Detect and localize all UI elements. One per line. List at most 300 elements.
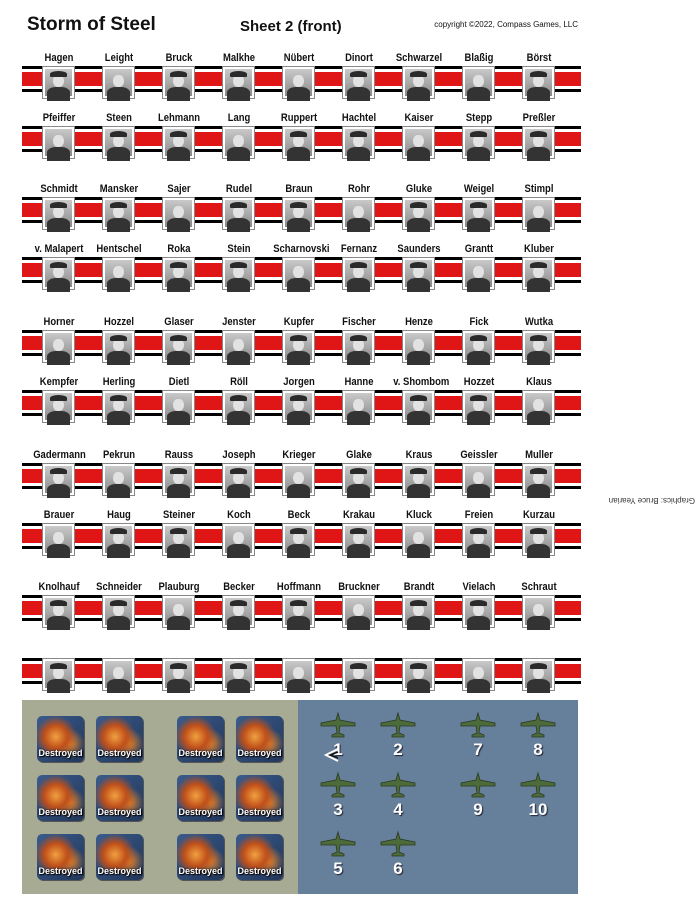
cap-shape (110, 335, 127, 341)
pilot-counter[interactable] (342, 658, 375, 691)
chevron-left-icon (324, 748, 340, 762)
pilot-portrait (345, 260, 372, 287)
destroyed-label: Destroyed (38, 807, 83, 817)
aircraft-icon (318, 831, 358, 857)
cap-shape (350, 131, 367, 137)
pilot-portrait (45, 129, 72, 156)
pilot-portrait (225, 200, 252, 227)
cap-shape (290, 528, 307, 534)
counter-row (22, 52, 581, 102)
pilot-portrait (45, 69, 72, 96)
pilot-counter[interactable] (402, 257, 435, 290)
cap-shape (410, 202, 427, 208)
pilot-photos (22, 257, 581, 293)
pilot-counter[interactable] (102, 658, 135, 691)
pilot-portrait (525, 200, 552, 227)
cap-shape (410, 395, 427, 401)
pilot-portrait (345, 661, 372, 688)
pilot-counter[interactable] (402, 463, 435, 496)
pilot-name: Hanne (344, 376, 374, 388)
pilot-portrait (105, 69, 132, 96)
cap-shape (530, 663, 547, 669)
pilot-names (22, 509, 581, 523)
pilot-name: Pfeiffer (42, 112, 76, 124)
pilot-name: Blaßig (464, 52, 494, 64)
aircraft-icon (458, 712, 498, 738)
pilot-counter[interactable] (102, 595, 135, 628)
pilot-portrait (465, 69, 492, 96)
pilot-name: Preßler (522, 112, 556, 124)
destroyed-token[interactable] (177, 834, 224, 880)
cap-shape (530, 71, 547, 77)
pilot-name: Lang (227, 112, 251, 124)
pilot-portrait (405, 129, 432, 156)
cap-shape (230, 71, 247, 77)
pilot-portrait (405, 598, 432, 625)
pilot-counter[interactable] (462, 390, 495, 423)
pilot-portrait (525, 598, 552, 625)
pilot-counter[interactable] (162, 523, 195, 556)
pilot-portrait (45, 393, 72, 420)
pilot-portrait (465, 333, 492, 360)
pilot-name: Henze (405, 316, 433, 328)
cap-shape (230, 202, 247, 208)
pilot-name: Vielach (462, 581, 496, 593)
pilot-counter[interactable] (342, 66, 375, 99)
pilot-name: Fick (469, 316, 489, 328)
pilot-counter[interactable] (402, 658, 435, 691)
pilot-portrait (45, 260, 72, 287)
pilot-name: Wutka (524, 316, 554, 328)
pilot-portrait (465, 393, 492, 420)
pilot-names (22, 52, 581, 66)
pilot-counter[interactable] (162, 658, 195, 691)
pilot-counter[interactable] (282, 330, 315, 363)
pilot-counter[interactable] (462, 197, 495, 230)
graphics-credit-container (575, 491, 695, 505)
pilot-name: Dietl (168, 376, 190, 388)
destroyed-label: Destroyed (237, 748, 282, 758)
pilot-counter[interactable] (402, 595, 435, 628)
aircraft-number: 2 (393, 740, 403, 759)
pilot-portrait (225, 466, 252, 493)
pilot-name: Malkhe (222, 52, 256, 64)
aircraft-token[interactable] (378, 831, 418, 887)
pilot-counter[interactable] (222, 595, 255, 628)
destroyed-label: Destroyed (178, 748, 223, 758)
pilot-name: Roka (167, 243, 191, 255)
pilot-name: Horner (43, 316, 75, 328)
pilot-name: Ruppert (280, 112, 318, 124)
pilot-photos (22, 463, 581, 499)
counter-row (22, 581, 581, 631)
pilot-counter[interactable] (282, 595, 315, 628)
pilot-counter[interactable] (222, 390, 255, 423)
pilot-counter[interactable] (42, 330, 75, 363)
pilot-counter[interactable] (42, 658, 75, 691)
pilot-counter[interactable] (282, 126, 315, 159)
pilot-portrait (105, 393, 132, 420)
pilot-counter[interactable] (162, 595, 195, 628)
pilot-counter[interactable] (102, 197, 135, 230)
pilot-portrait (45, 526, 72, 553)
pilot-counter[interactable] (522, 595, 555, 628)
aircraft-token[interactable] (518, 712, 558, 768)
pilot-name: Joseph (222, 449, 256, 461)
pilot-portrait (345, 200, 372, 227)
pilot-counter[interactable] (162, 463, 195, 496)
pilot-counter[interactable] (522, 390, 555, 423)
pilot-portrait (405, 661, 432, 688)
pilot-names (22, 376, 581, 390)
cap-shape (110, 395, 127, 401)
pilot-portrait (225, 661, 252, 688)
pilot-portrait (225, 393, 252, 420)
pilot-portrait (225, 333, 252, 360)
pilot-name: Schneider (96, 581, 142, 593)
cap-shape (50, 262, 67, 268)
counter-row (22, 449, 581, 499)
pilot-counter[interactable] (342, 257, 375, 290)
destroyed-token[interactable] (96, 775, 143, 821)
sheet-subtitle: Sheet 2 (front) (240, 18, 342, 35)
pilot-name: Schwarzel (395, 52, 443, 64)
pilot-portrait (465, 526, 492, 553)
pilot-counter[interactable] (222, 463, 255, 496)
pilot-counter[interactable] (102, 390, 135, 423)
pilot-counter[interactable] (402, 126, 435, 159)
cap-shape (530, 335, 547, 341)
pilot-portrait (225, 69, 252, 96)
destroyed-token[interactable] (236, 716, 283, 762)
pilot-counter[interactable] (162, 330, 195, 363)
destroyed-label: Destroyed (97, 866, 142, 876)
pilot-counter[interactable] (522, 523, 555, 556)
pilot-counter[interactable] (282, 390, 315, 423)
aircraft-number: 8 (533, 740, 543, 759)
pilot-counter[interactable] (102, 257, 135, 290)
pilot-name: Jorgen (283, 376, 315, 388)
aircraft-token[interactable] (378, 772, 418, 828)
destroyed-label: Destroyed (178, 807, 223, 817)
pilot-name: Becker (223, 581, 255, 593)
pilot-names (22, 243, 581, 257)
pilot-name: Glaser (164, 316, 194, 328)
pilot-name: Schmidt (40, 183, 78, 195)
pilot-counter[interactable] (282, 523, 315, 556)
destroyed-label: Destroyed (38, 866, 83, 876)
pilot-portrait (105, 598, 132, 625)
pilot-name: Knolhauf (38, 581, 80, 593)
pilot-portrait (165, 200, 192, 227)
pilot-name: v. Malapert (34, 243, 84, 255)
cap-shape (170, 262, 187, 268)
pilot-name: Grantt (464, 243, 494, 255)
pilot-counter[interactable] (402, 66, 435, 99)
pilot-counter[interactable] (282, 257, 315, 290)
pilot-portrait (165, 333, 192, 360)
destroyed-token[interactable] (177, 716, 224, 762)
pilot-portrait (285, 526, 312, 553)
destroyed-token[interactable] (236, 834, 283, 880)
page-title: Storm of Steel (27, 14, 156, 35)
cap-shape (290, 335, 307, 341)
destroyed-token[interactable] (177, 775, 224, 821)
pilot-counter[interactable] (222, 126, 255, 159)
pilot-counter[interactable] (462, 658, 495, 691)
counter-row (22, 644, 581, 694)
pilot-portrait (105, 526, 132, 553)
pilot-portrait (345, 466, 372, 493)
pilot-portrait (105, 200, 132, 227)
pilot-portrait (345, 129, 372, 156)
pilot-counter[interactable] (402, 523, 435, 556)
cap-shape (110, 600, 127, 606)
pilot-name: Haug (107, 509, 131, 521)
pilot-portrait (285, 466, 312, 493)
cap-shape (170, 131, 187, 137)
pilot-name: Freien (464, 509, 494, 521)
pilot-name: Braun (285, 183, 313, 195)
pilot-counter[interactable] (102, 463, 135, 496)
pilot-name: Hachtel (341, 112, 377, 124)
pilot-counter[interactable] (462, 463, 495, 496)
pilot-name: Stepp (465, 112, 493, 124)
cap-shape (530, 528, 547, 534)
pilot-counter[interactable] (42, 523, 75, 556)
pilot-counter[interactable] (402, 390, 435, 423)
pilot-photos (22, 658, 581, 694)
destroyed-token[interactable] (236, 775, 283, 821)
pilot-counter[interactable] (162, 197, 195, 230)
cap-shape (410, 600, 427, 606)
pilot-counter[interactable] (402, 330, 435, 363)
pilot-name: Glake (346, 449, 372, 461)
pilot-counter[interactable] (222, 330, 255, 363)
cap-shape (230, 468, 247, 474)
pilot-portrait (465, 260, 492, 287)
pilot-counter[interactable] (282, 658, 315, 691)
pilot-name: Hozzet (463, 376, 495, 388)
cap-shape (50, 395, 67, 401)
pilot-counter[interactable] (102, 523, 135, 556)
pilot-counter[interactable] (162, 257, 195, 290)
pilot-portrait (225, 598, 252, 625)
destroyed-token[interactable] (37, 775, 84, 821)
aircraft-token[interactable] (458, 712, 498, 768)
pilot-counter[interactable] (222, 257, 255, 290)
cap-shape (470, 395, 487, 401)
pilot-name: Sajer (167, 183, 191, 195)
pilot-portrait (165, 393, 192, 420)
aircraft-token[interactable] (518, 772, 558, 828)
pilot-name: Krieger (282, 449, 316, 461)
pilot-name: Plauburg (158, 581, 200, 593)
pilot-portrait (285, 200, 312, 227)
aircraft-icon (378, 772, 418, 798)
pilot-counter[interactable] (342, 523, 375, 556)
cap-shape (410, 71, 427, 77)
pilot-counter[interactable] (462, 330, 495, 363)
pilot-counter[interactable] (462, 126, 495, 159)
pilot-portrait (465, 598, 492, 625)
pilot-names (22, 644, 581, 658)
destroyed-label: Destroyed (97, 807, 142, 817)
pilot-counter[interactable] (162, 390, 195, 423)
pilot-name: Rohr (347, 183, 371, 195)
cap-shape (230, 395, 247, 401)
destroyed-token[interactable] (96, 834, 143, 880)
pilot-name: Röll (230, 376, 248, 388)
pilot-counter[interactable] (522, 126, 555, 159)
pilot-portrait (525, 661, 552, 688)
pilot-portrait (525, 466, 552, 493)
destroyed-token[interactable] (96, 716, 143, 762)
cap-shape (230, 262, 247, 268)
destroyed-token[interactable] (37, 834, 84, 880)
pilot-counter[interactable] (42, 197, 75, 230)
pilot-counter[interactable] (462, 66, 495, 99)
pilot-counter[interactable] (522, 658, 555, 691)
pilot-name: Weigel (463, 183, 495, 195)
aircraft-number: 10 (528, 800, 548, 819)
aircraft-icon (458, 772, 498, 798)
pilot-portrait (285, 598, 312, 625)
cap-shape (230, 663, 247, 669)
pilot-portrait (225, 526, 252, 553)
pilot-portrait (285, 69, 312, 96)
pilot-counter[interactable] (522, 330, 555, 363)
pilot-name: Gluke (405, 183, 433, 195)
pilot-portrait (345, 598, 372, 625)
destroyed-label: Destroyed (38, 748, 83, 758)
pilot-counter[interactable] (342, 126, 375, 159)
pilot-counter[interactable] (522, 197, 555, 230)
aircraft-token[interactable] (378, 712, 418, 768)
pilot-portrait (465, 661, 492, 688)
pilot-portrait (225, 260, 252, 287)
pilot-counter[interactable] (162, 126, 195, 159)
pilot-counter[interactable] (42, 126, 75, 159)
pilot-name: Brauer (43, 509, 75, 521)
pilot-counter[interactable] (102, 330, 135, 363)
pilot-portrait (165, 526, 192, 553)
pilot-counter[interactable] (522, 257, 555, 290)
cap-shape (470, 335, 487, 341)
pilot-name: Geissler (460, 449, 498, 461)
pilot-portrait (405, 333, 432, 360)
cap-shape (290, 131, 307, 137)
pilot-counter[interactable] (282, 66, 315, 99)
pilot-name: Hozzel (104, 316, 134, 328)
counter-row (22, 112, 581, 162)
pilot-portrait (45, 333, 72, 360)
destroyed-label: Destroyed (237, 807, 282, 817)
pilot-counter[interactable] (522, 463, 555, 496)
pilot-counter[interactable] (222, 658, 255, 691)
pilot-counter[interactable] (342, 197, 375, 230)
pilot-portrait (45, 598, 72, 625)
aircraft-token[interactable] (318, 831, 358, 887)
aircraft-icon (518, 712, 558, 738)
pilot-portrait (105, 661, 132, 688)
pilot-name: Schraut (521, 581, 557, 593)
destroyed-token[interactable] (37, 716, 84, 762)
pilot-counter[interactable] (222, 523, 255, 556)
pilot-portrait (345, 393, 372, 420)
pilot-portrait (345, 333, 372, 360)
pilot-counter[interactable] (42, 66, 75, 99)
pilot-counter[interactable] (342, 463, 375, 496)
pilot-counter[interactable] (462, 523, 495, 556)
counter-row (22, 376, 581, 426)
pilot-counter[interactable] (42, 595, 75, 628)
pilot-name: Hoffmann (276, 581, 322, 593)
pilot-counter[interactable] (162, 66, 195, 99)
pilot-portrait (105, 466, 132, 493)
pilot-counter[interactable] (102, 126, 135, 159)
pilot-portrait (465, 466, 492, 493)
pilot-name: Beck (287, 509, 311, 521)
pilot-name: Gadermann (33, 449, 86, 461)
aircraft-number: 5 (333, 859, 343, 878)
pilot-counter[interactable] (462, 257, 495, 290)
aircraft-token[interactable] (318, 772, 358, 828)
pilot-portrait (225, 129, 252, 156)
pilot-name: v. Shombom (393, 376, 450, 388)
pilot-name: Dinort (345, 52, 373, 64)
cap-shape (470, 131, 487, 137)
pilot-counter[interactable] (42, 390, 75, 423)
pilot-name: Fernanz (340, 243, 378, 255)
cap-shape (50, 663, 67, 669)
pilot-name: Hentschel (96, 243, 142, 255)
pilot-name: Rauss (164, 449, 194, 461)
pilot-name: Scharnovski (273, 243, 330, 255)
pilot-name: Kluber (524, 243, 554, 255)
pilot-photos (22, 595, 581, 631)
pilot-counter[interactable] (282, 463, 315, 496)
cap-shape (410, 663, 427, 669)
pilot-counter[interactable] (342, 390, 375, 423)
pilot-counter[interactable] (222, 66, 255, 99)
pilot-counter[interactable] (282, 197, 315, 230)
pilot-counter[interactable] (402, 197, 435, 230)
pilot-counter[interactable] (342, 595, 375, 628)
aircraft-token[interactable] (458, 772, 498, 828)
cap-shape (470, 600, 487, 606)
pilot-name: Lehmann (157, 112, 201, 124)
pilot-portrait (345, 526, 372, 553)
pilot-name: Stein (227, 243, 251, 255)
pilot-counter[interactable] (522, 66, 555, 99)
pilot-counter[interactable] (462, 595, 495, 628)
aircraft-icon (518, 772, 558, 798)
aircraft-number: 9 (473, 800, 483, 819)
pilot-name: Steiner (162, 509, 196, 521)
aircraft-number: 6 (393, 859, 403, 878)
pilot-portrait (165, 466, 192, 493)
pilot-counter[interactable] (42, 257, 75, 290)
pilot-counter[interactable] (342, 330, 375, 363)
pilot-counter[interactable] (222, 197, 255, 230)
cap-shape (350, 335, 367, 341)
pilot-names (22, 112, 581, 126)
pilot-counter[interactable] (102, 66, 135, 99)
pilot-portrait (165, 661, 192, 688)
pilot-portrait (105, 129, 132, 156)
pilot-counter[interactable] (42, 463, 75, 496)
